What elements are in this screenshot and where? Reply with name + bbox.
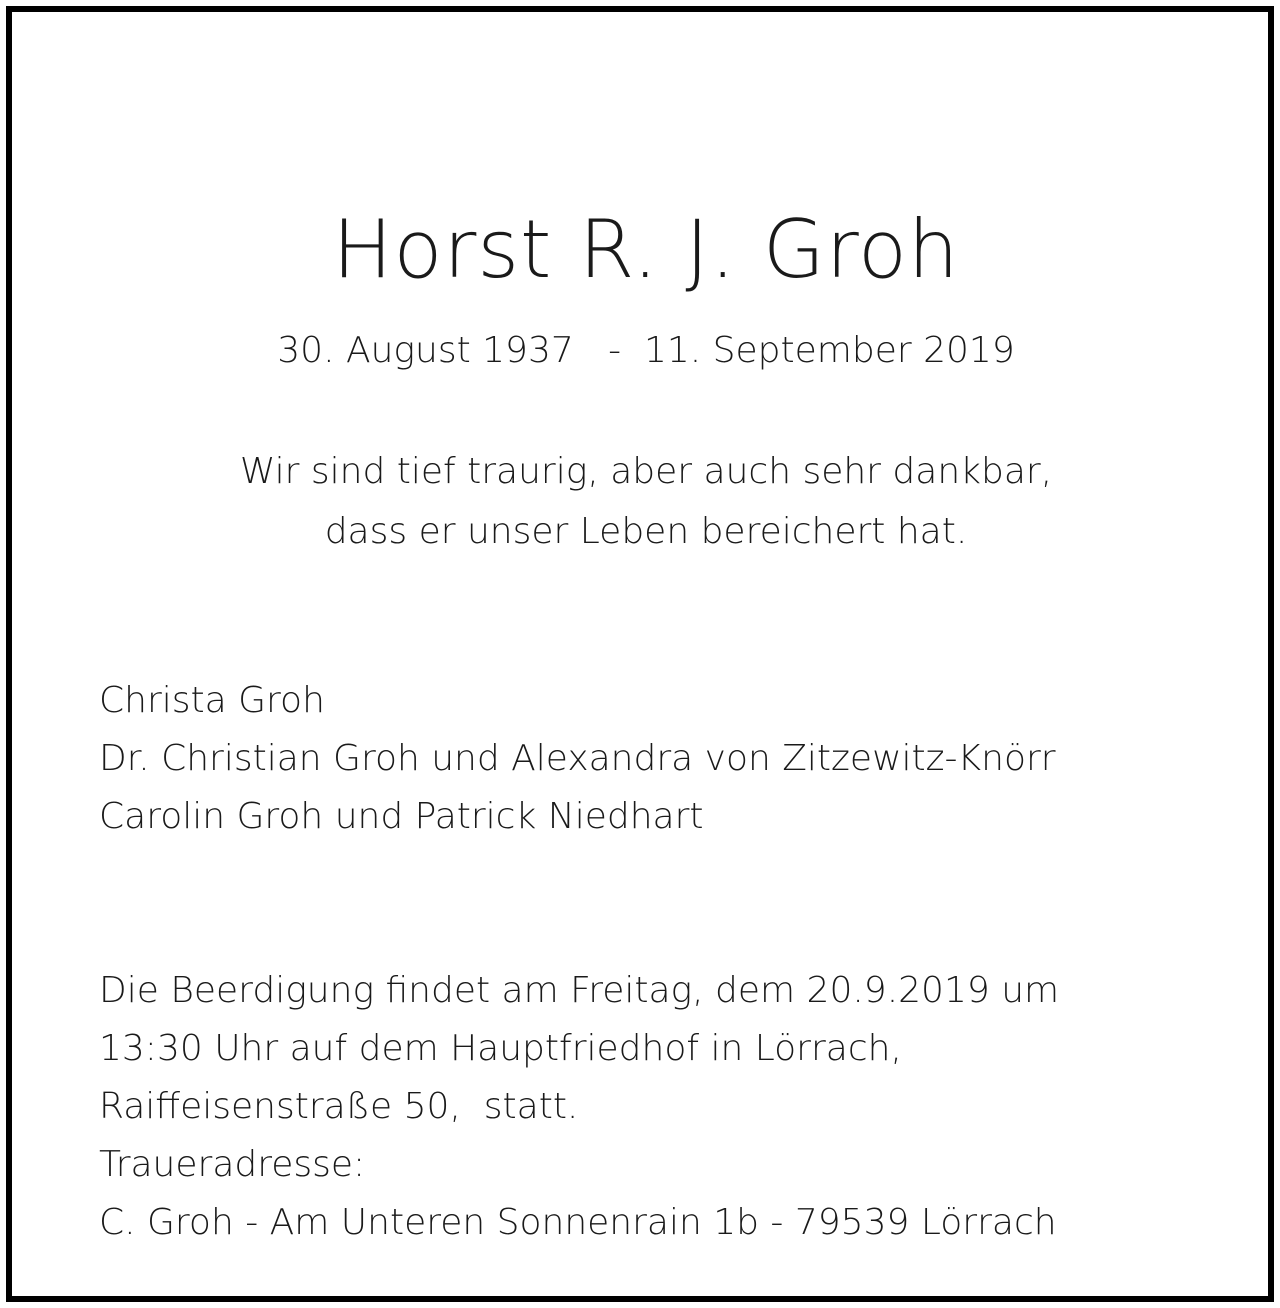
mourning-address: C. Groh - Am Unteren Sonnenrain 1b - 79539 Lörrach xyxy=(99,1202,1057,1243)
quote-line: Wir sind tief traurig, aber auch sehr dankbar, xyxy=(239,451,1053,492)
family-list xyxy=(99,672,1056,846)
deceased-name: Horst R. J. Groh xyxy=(332,203,960,296)
mourning-address-label: Traueradresse: xyxy=(99,1144,366,1185)
quote-text xyxy=(12,442,1280,562)
notice-frame xyxy=(6,6,1274,1302)
life-dates: 30. August 1937 - 11. September 2019 xyxy=(277,330,1015,371)
funeral-line: Die Beerdigung findet am Freitag, dem 20.9.2019 um xyxy=(99,970,1060,1011)
funeral-line: 13:30 Uhr auf dem Hauptfriedhof in Lörrach, xyxy=(99,1028,902,1069)
funeral-line: Raiffeisenstraße 50, statt. xyxy=(99,1086,579,1127)
family-member: Christa Groh xyxy=(99,680,325,721)
family-member: Dr. Christian Groh und Alexandra von Zitzewitz-Knörr xyxy=(99,738,1056,779)
funeral-info xyxy=(99,962,1059,1252)
family-member: Carolin Groh und Patrick Niedhart xyxy=(99,796,704,837)
quote-line: dass er unser Leben bereichert hat. xyxy=(324,511,968,552)
